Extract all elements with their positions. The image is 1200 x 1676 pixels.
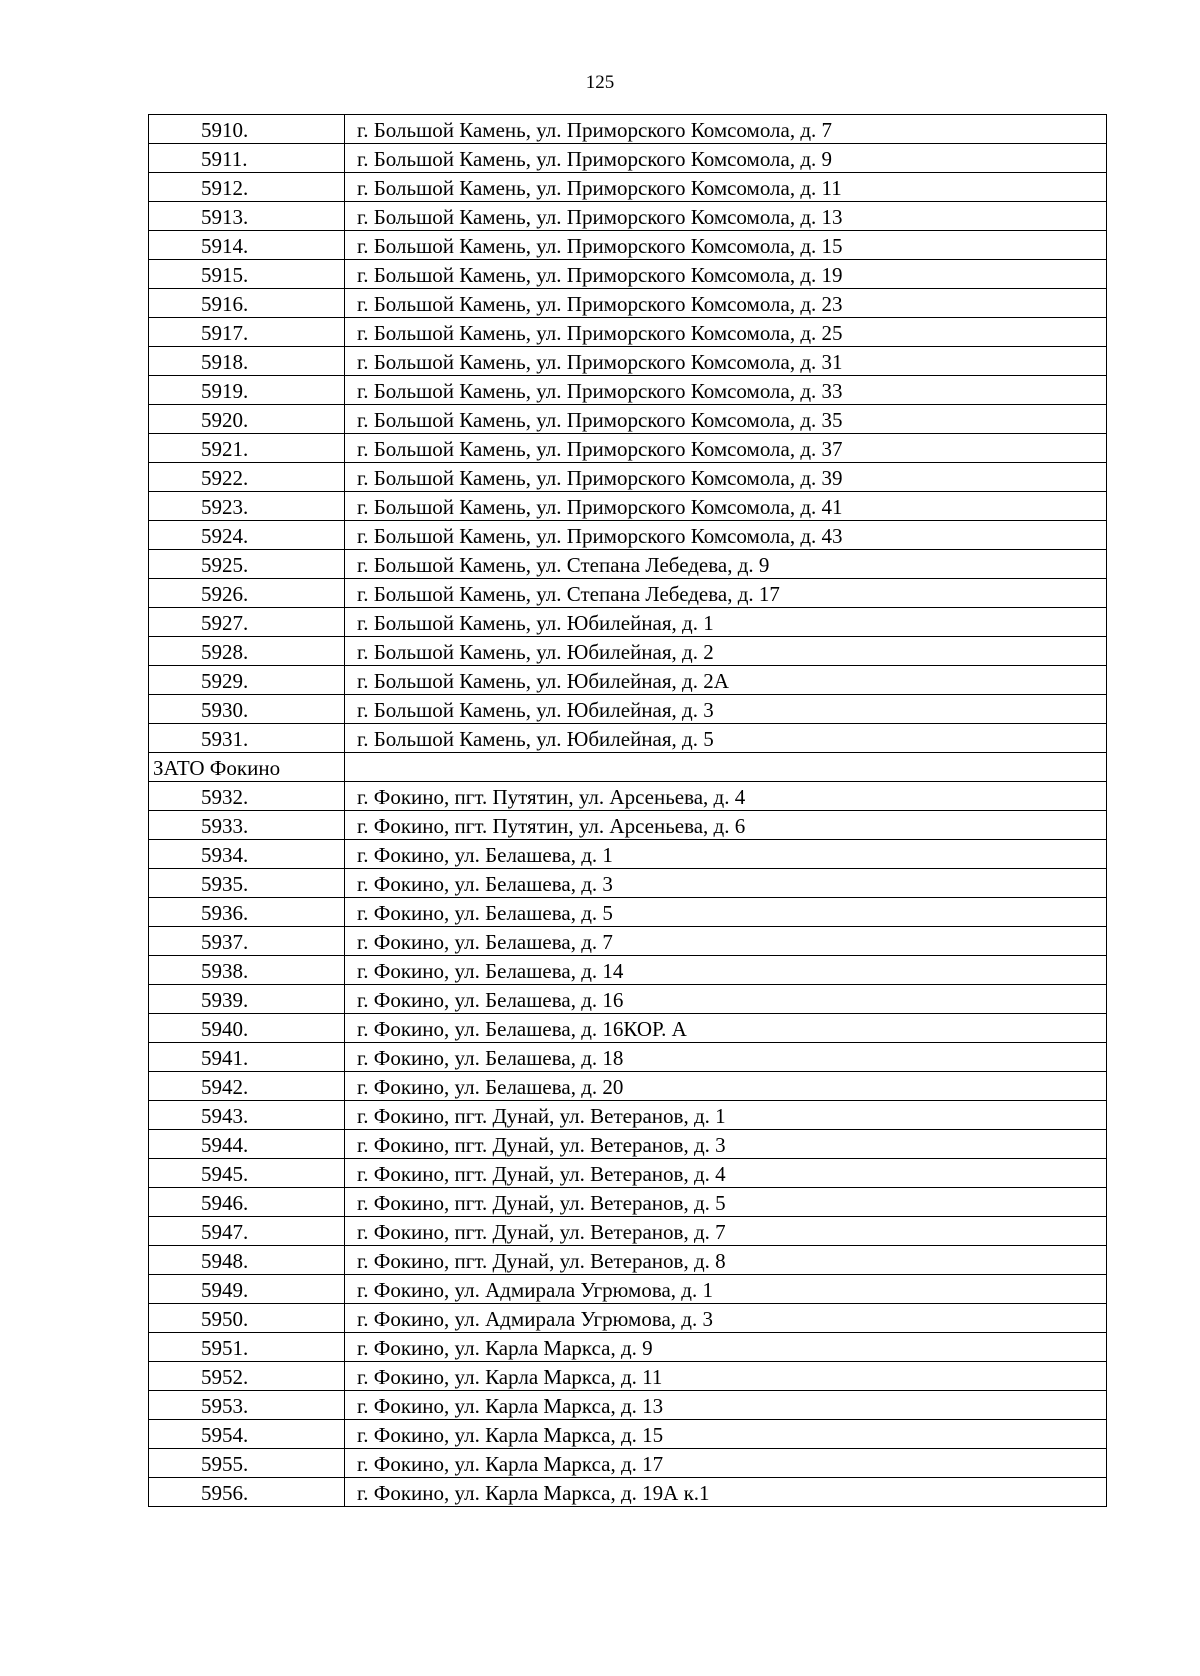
row-number: 5930. bbox=[149, 695, 345, 724]
row-address: г. Большой Камень, ул. Приморского Комсомола, д. 19 bbox=[345, 260, 1107, 289]
row-address: г. Фокино, ул. Белашева, д. 16КОР. А bbox=[345, 1014, 1107, 1043]
row-number: 5949. bbox=[149, 1275, 345, 1304]
table-row bbox=[149, 1333, 1107, 1362]
row-number: 5912. bbox=[149, 173, 345, 202]
row-address: г. Большой Камень, ул. Приморского Комсомола, д. 25 bbox=[345, 318, 1107, 347]
table-row bbox=[149, 695, 1107, 724]
table-row bbox=[149, 579, 1107, 608]
table-row bbox=[149, 550, 1107, 579]
row-address: г. Большой Камень, ул. Юбилейная, д. 5 bbox=[345, 724, 1107, 753]
row-address: г. Большой Камень, ул. Приморского Комсомола, д. 41 bbox=[345, 492, 1107, 521]
row-number: 5950. bbox=[149, 1304, 345, 1333]
table-row bbox=[149, 115, 1107, 144]
row-address: г. Фокино, ул. Белашева, д. 18 bbox=[345, 1043, 1107, 1072]
table-row bbox=[149, 1391, 1107, 1420]
table-row bbox=[149, 492, 1107, 521]
row-address: г. Фокино, ул. Карла Маркса, д. 19А к.1 bbox=[345, 1478, 1107, 1507]
row-number: 5926. bbox=[149, 579, 345, 608]
table-row bbox=[149, 521, 1107, 550]
row-address: г. Фокино, ул. Белашева, д. 14 bbox=[345, 956, 1107, 985]
row-number: 5935. bbox=[149, 869, 345, 898]
row-number: 5955. bbox=[149, 1449, 345, 1478]
row-address: г. Большой Камень, ул. Приморского Комсомола, д. 23 bbox=[345, 289, 1107, 318]
row-address: г. Большой Камень, ул. Приморского Комсомола, д. 31 bbox=[345, 347, 1107, 376]
table-row bbox=[149, 173, 1107, 202]
row-number: 5946. bbox=[149, 1188, 345, 1217]
table-row bbox=[149, 666, 1107, 695]
row-address: г. Большой Камень, ул. Приморского Комсомола, д. 15 bbox=[345, 231, 1107, 260]
row-address: г. Фокино, ул. Белашева, д. 3 bbox=[345, 869, 1107, 898]
row-number: 5923. bbox=[149, 492, 345, 521]
row-address: г. Большой Камень, ул. Приморского Комсомола, д. 43 bbox=[345, 521, 1107, 550]
table-row bbox=[149, 1101, 1107, 1130]
row-number: 5954. bbox=[149, 1420, 345, 1449]
table-row bbox=[149, 1362, 1107, 1391]
table-row bbox=[149, 608, 1107, 637]
table-row bbox=[149, 927, 1107, 956]
row-number: 5953. bbox=[149, 1391, 345, 1420]
row-number: 5929. bbox=[149, 666, 345, 695]
row-number: 5933. bbox=[149, 811, 345, 840]
section-label: ЗАТО Фокино bbox=[149, 753, 345, 782]
row-address: г. Фокино, пгт. Путятин, ул. Арсеньева, д. 6 bbox=[345, 811, 1107, 840]
table-row bbox=[149, 985, 1107, 1014]
row-address: г. Фокино, ул. Карла Маркса, д. 15 bbox=[345, 1420, 1107, 1449]
table-row bbox=[149, 1275, 1107, 1304]
row-number: 5911. bbox=[149, 144, 345, 173]
row-number: 5956. bbox=[149, 1478, 345, 1507]
row-address: г. Фокино, пгт. Дунай, ул. Ветеранов, д. 1 bbox=[345, 1101, 1107, 1130]
table-row bbox=[149, 1420, 1107, 1449]
row-address: г. Большой Камень, ул. Приморского Комсомола, д. 7 bbox=[345, 115, 1107, 144]
row-address: г. Фокино, ул. Белашева, д. 7 bbox=[345, 927, 1107, 956]
row-number: 5938. bbox=[149, 956, 345, 985]
row-address: г. Фокино, пгт. Путятин, ул. Арсеньева, д. 4 bbox=[345, 782, 1107, 811]
row-number: 5917. bbox=[149, 318, 345, 347]
row-address: г. Большой Камень, ул. Степана Лебедева, д. 9 bbox=[345, 550, 1107, 579]
row-address: г. Фокино, пгт. Дунай, ул. Ветеранов, д. 5 bbox=[345, 1188, 1107, 1217]
table-row bbox=[149, 202, 1107, 231]
table-row bbox=[149, 1246, 1107, 1275]
table-row bbox=[149, 1043, 1107, 1072]
row-address: г. Фокино, ул. Карла Маркса, д. 9 bbox=[345, 1333, 1107, 1362]
table-row bbox=[149, 347, 1107, 376]
row-number: 5939. bbox=[149, 985, 345, 1014]
table-row bbox=[149, 318, 1107, 347]
row-number: 5934. bbox=[149, 840, 345, 869]
table-row bbox=[149, 260, 1107, 289]
row-address: г. Фокино, ул. Адмирала Угрюмова, д. 3 bbox=[345, 1304, 1107, 1333]
row-number: 5947. bbox=[149, 1217, 345, 1246]
row-address: г. Фокино, пгт. Дунай, ул. Ветеранов, д. 4 bbox=[345, 1159, 1107, 1188]
table-row bbox=[149, 1130, 1107, 1159]
row-number: 5927. bbox=[149, 608, 345, 637]
row-number: 5941. bbox=[149, 1043, 345, 1072]
row-address: г. Большой Камень, ул. Приморского Комсомола, д. 13 bbox=[345, 202, 1107, 231]
section-empty-cell bbox=[345, 753, 1107, 782]
table-row bbox=[149, 405, 1107, 434]
row-number: 5931. bbox=[149, 724, 345, 753]
row-address: г. Фокино, ул. Белашева, д. 5 bbox=[345, 898, 1107, 927]
row-address: г. Большой Камень, ул. Приморского Комсомола, д. 9 bbox=[345, 144, 1107, 173]
table-row bbox=[149, 898, 1107, 927]
row-address: г. Фокино, ул. Карла Маркса, д. 11 bbox=[345, 1362, 1107, 1391]
row-address: г. Фокино, ул. Белашева, д. 20 bbox=[345, 1072, 1107, 1101]
table-row bbox=[149, 1072, 1107, 1101]
row-number: 5918. bbox=[149, 347, 345, 376]
row-number: 5952. bbox=[149, 1362, 345, 1391]
table-row bbox=[149, 1478, 1107, 1507]
table-row bbox=[149, 1449, 1107, 1478]
row-number: 5922. bbox=[149, 463, 345, 492]
table-row bbox=[149, 463, 1107, 492]
row-address: г. Большой Камень, ул. Приморского Комсомола, д. 33 bbox=[345, 376, 1107, 405]
row-number: 5937. bbox=[149, 927, 345, 956]
row-number: 5913. bbox=[149, 202, 345, 231]
row-address: г. Фокино, ул. Карла Маркса, д. 17 bbox=[345, 1449, 1107, 1478]
row-address: г. Большой Камень, ул. Юбилейная, д. 1 bbox=[345, 608, 1107, 637]
row-number: 5925. bbox=[149, 550, 345, 579]
table-row bbox=[149, 724, 1107, 753]
table-row bbox=[149, 782, 1107, 811]
table-row bbox=[149, 1217, 1107, 1246]
table-row bbox=[149, 434, 1107, 463]
row-number: 5928. bbox=[149, 637, 345, 666]
row-number: 5942. bbox=[149, 1072, 345, 1101]
row-address: г. Фокино, пгт. Дунай, ул. Ветеранов, д. 7 bbox=[345, 1217, 1107, 1246]
row-number: 5932. bbox=[149, 782, 345, 811]
page-number: 125 bbox=[585, 72, 615, 93]
table-row bbox=[149, 1188, 1107, 1217]
row-number: 5948. bbox=[149, 1246, 345, 1275]
table-row bbox=[149, 840, 1107, 869]
row-number: 5945. bbox=[149, 1159, 345, 1188]
row-number: 5915. bbox=[149, 260, 345, 289]
row-number: 5940. bbox=[149, 1014, 345, 1043]
section-row bbox=[149, 753, 1107, 782]
table-row bbox=[149, 1159, 1107, 1188]
row-address: г. Большой Камень, ул. Приморского Комсомола, д. 11 bbox=[345, 173, 1107, 202]
table-row bbox=[149, 289, 1107, 318]
table-row bbox=[149, 376, 1107, 405]
table-row bbox=[149, 811, 1107, 840]
row-number: 5936. bbox=[149, 898, 345, 927]
row-address: г. Фокино, ул. Адмирала Угрюмова, д. 1 bbox=[345, 1275, 1107, 1304]
row-number: 5944. bbox=[149, 1130, 345, 1159]
row-address: г. Большой Камень, ул. Юбилейная, д. 3 bbox=[345, 695, 1107, 724]
table-row bbox=[149, 869, 1107, 898]
row-address: г. Фокино, ул. Карла Маркса, д. 13 bbox=[345, 1391, 1107, 1420]
row-address: г. Большой Камень, ул. Юбилейная, д. 2А bbox=[345, 666, 1107, 695]
row-address: г. Фокино, ул. Белашева, д. 16 bbox=[345, 985, 1107, 1014]
row-number: 5916. bbox=[149, 289, 345, 318]
row-number: 5924. bbox=[149, 521, 345, 550]
table-row bbox=[149, 144, 1107, 173]
row-address: г. Большой Камень, ул. Приморского Комсомола, д. 35 bbox=[345, 405, 1107, 434]
row-number: 5943. bbox=[149, 1101, 345, 1130]
table-row bbox=[149, 1304, 1107, 1333]
row-address: г. Фокино, пгт. Дунай, ул. Ветеранов, д. 8 bbox=[345, 1246, 1107, 1275]
row-number: 5919. bbox=[149, 376, 345, 405]
row-address: г. Фокино, ул. Белашева, д. 1 bbox=[345, 840, 1107, 869]
row-address: г. Большой Камень, ул. Приморского Комсомола, д. 39 bbox=[345, 463, 1107, 492]
address-table-body bbox=[149, 115, 1107, 1507]
row-address: г. Большой Камень, ул. Юбилейная, д. 2 bbox=[345, 637, 1107, 666]
row-address: г. Фокино, пгт. Дунай, ул. Ветеранов, д. 3 bbox=[345, 1130, 1107, 1159]
row-number: 5910. bbox=[149, 115, 345, 144]
row-number: 5920. bbox=[149, 405, 345, 434]
table-row bbox=[149, 1014, 1107, 1043]
table-row bbox=[149, 231, 1107, 260]
row-number: 5921. bbox=[149, 434, 345, 463]
table-row bbox=[149, 637, 1107, 666]
row-address: г. Большой Камень, ул. Степана Лебедева, д. 17 bbox=[345, 579, 1107, 608]
address-table bbox=[148, 114, 1107, 1507]
row-number: 5914. bbox=[149, 231, 345, 260]
row-address: г. Большой Камень, ул. Приморского Комсомола, д. 37 bbox=[345, 434, 1107, 463]
row-number: 5951. bbox=[149, 1333, 345, 1362]
table-row bbox=[149, 956, 1107, 985]
